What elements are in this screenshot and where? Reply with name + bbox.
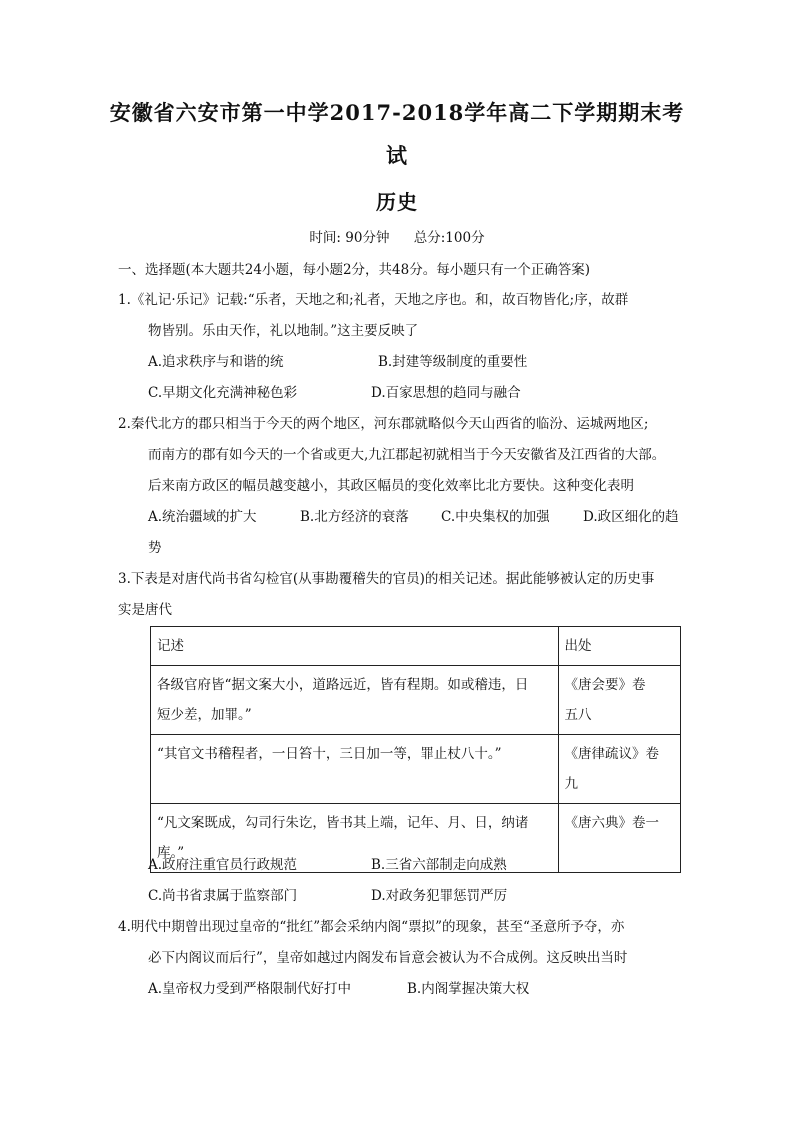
table-cell-source — [558, 804, 680, 873]
table-cell-source — [558, 666, 680, 735]
q3-option-b: B.三省六部制走向成熟 — [371, 857, 507, 873]
table-header-record: 记述 — [151, 627, 559, 666]
q2-option-d: D.政区细化的趋 — [583, 509, 679, 525]
score-label: 总分:100分 — [413, 230, 485, 246]
source-line: 《唐六典》卷一 — [564, 815, 660, 831]
table-header-source: 出处 — [558, 627, 680, 666]
q4-line2: 必下内阁议而后行”，皇帝如越过内阁发布旨意会被认为不合成例。这反映出当时 — [148, 950, 628, 966]
source-line: 五八 — [564, 707, 592, 723]
q2-option-a: A.统治疆域的扩大 — [148, 509, 257, 525]
q1-line1: 1.《礼记·乐记》记载:“乐者，天地之和;礼者，天地之序也。和，故百物皆化;序，故群 — [118, 292, 629, 308]
q3-option-c: C.尚书省隶属于监察部门 — [148, 888, 298, 904]
table-cell-source — [558, 735, 680, 804]
q2-line1: 2.秦代北方的郡只相当于今天的两个地区，河东郡就略似今天山西省的临汾、运城两地区; — [118, 416, 649, 432]
record-line — [157, 769, 552, 799]
q2-option-d-cont: 势 — [148, 540, 162, 556]
source-line — [565, 838, 674, 868]
exam-title-line1: 安徽省六安市第一中学2017-2018学年高二下学期期末考 — [109, 100, 685, 125]
q2-option-c: C.中央集权的加强 — [441, 509, 550, 525]
q4-option-a: A.皇帝权力受到严格限制代好打中 — [148, 981, 352, 997]
table-cell-record — [151, 666, 559, 735]
table-header-row — [151, 627, 681, 666]
record-line: 短少差，加罪。” — [157, 707, 252, 723]
source-line: 九 — [564, 776, 579, 792]
source-line: 《唐律疏议》卷 — [564, 746, 660, 762]
source-line: 《唐会要》卷 — [564, 677, 646, 693]
q2-option-b: B.北方经济的衰落 — [300, 509, 409, 525]
q3-line1: 3.下表是对唐代尚书省勾检官(从事勘覆稽失的官员)的相关记述。据此能够被认定的历史事 — [118, 571, 655, 587]
subject-title: 历史 — [376, 190, 418, 214]
record-line: “凡文案既成，勾司行朱讫，皆书其上端，记年、月、日，纳诸 — [157, 815, 529, 831]
q4-line1: 4.明代中期曾出现过皇帝的“批红”都会采纳内阁“票拟”的现象，甚至“圣意所予夺，亦 — [118, 919, 625, 935]
q3-option-d: D.对政务犯罪惩罚严厉 — [371, 888, 508, 904]
table-cell-record — [151, 735, 559, 804]
exam-time-info — [0, 228, 794, 248]
record-line: 库。” — [157, 845, 185, 861]
record-line: 各级官府皆“据文案大小，道路远近，皆有程期。如或稽违，日 — [157, 677, 529, 693]
q2-line3: 后来南方政区的幅员越变越小，其政区幅员的变化效率比北方要快。这种变化表明 — [148, 478, 634, 494]
section-heading: 一、选择题(本大题共24小题，每小题2分，共48分。每小题只有一个正确答案) — [118, 262, 590, 278]
q1-option-b: B.封建等级制度的重要性 — [378, 354, 528, 370]
records-table — [150, 626, 681, 873]
q1-option-a: A.追求秩序与和谐的统 — [148, 354, 284, 370]
record-line: “其官文书稽程者，一日笞十，三日加一等，罪止杖八十。” — [157, 746, 502, 762]
table-row — [151, 666, 681, 735]
q2-line2: 而南方的郡有如今天的一个省或更大,九江郡起初就相当于今天安徽省及江西省的大部。 — [148, 447, 666, 463]
q1-line2: 物皆别。乐由天作，礼以地制。”这主要反映了 — [148, 323, 419, 339]
time-label: 时间: 90分钟 — [309, 230, 390, 246]
q1-option-d: D.百家思想的趋同与融合 — [371, 385, 521, 401]
q4-option-b: B.内阁掌握决策大权 — [407, 981, 530, 997]
q1-option-c: C.早期文化充满神秘色彩 — [148, 385, 298, 401]
q3-option-a: A.政府注重官员行政规范 — [148, 857, 298, 873]
exam-title-line2: 试 — [386, 143, 408, 168]
table-row — [151, 735, 681, 804]
q3-line2: 实是唐代 — [118, 602, 172, 618]
